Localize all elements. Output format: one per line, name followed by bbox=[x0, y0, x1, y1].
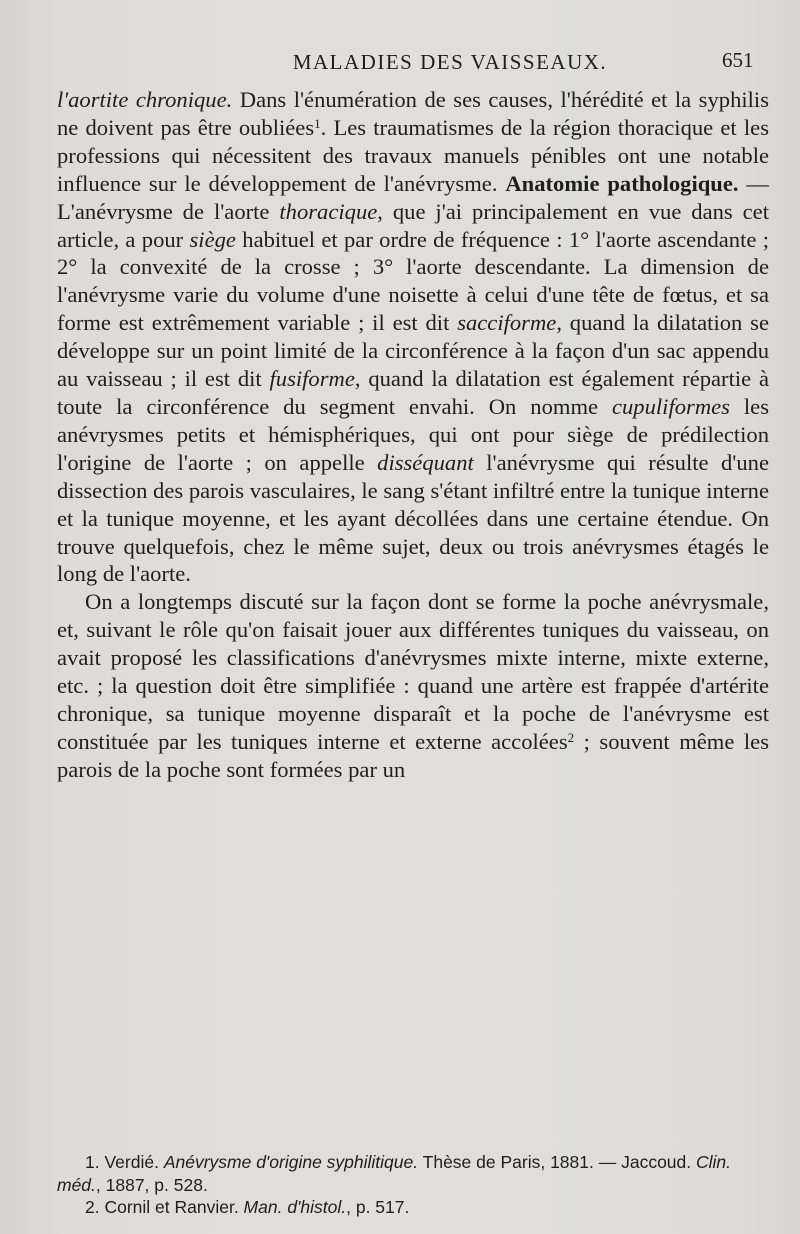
citation-text: , 1887, p. 528. bbox=[95, 1174, 208, 1195]
citation-title: Clin. méd. bbox=[57, 1152, 732, 1195]
text-run: , quand la dilatation se développe sur un point limité de la circonférence à la façon d'un sac appendu au vaisseau ; il est dit bbox=[57, 310, 769, 392]
text-run: l'anévrysme qui résulte d'une dissection des parois vasculaires, le sang s'étant infiltré entre la tunique interne et la tunique moyenne, et les ayant décollées dans une certaine étendue. On trouve quelquefois, chez le même sujet, deux ou trois anévrysmes étagés le long de l'aorte. bbox=[57, 449, 769, 587]
text-run: les anévrysmes petits et hémisphériques, qui ont pour siège de prédilection l'origine de l'aorte ; on appelle bbox=[57, 393, 769, 475]
text-run: ; souvent même les parois de la poche sont formées par un bbox=[57, 728, 770, 782]
footnote-number: 2. Cornil et Ranvier. bbox=[85, 1197, 244, 1217]
text-run: , que j'ai principalement en vue dans cet article, a pour bbox=[57, 198, 769, 252]
footnote-ref-1: 1 bbox=[314, 115, 321, 131]
section-heading: Anatomie pathologique. bbox=[505, 170, 739, 196]
text-run: — L'anévrysme de l'aorte bbox=[57, 170, 769, 224]
footnotes bbox=[57, 1151, 769, 1219]
footnote-ref-2: 2 bbox=[567, 729, 575, 745]
footnote-2 bbox=[57, 1196, 769, 1219]
text-run: On a longtemps discuté sur la façon dont se forme la poche anévrysmale, et, suivant le rôle qu'on faisait jouer aux différentes tuniques du vaisseau, on avait proposé les classifications d'anévrysmes mixte interne, mixte externe, etc. ; la question doit être simplifiée : quand une artère est frappée d'artérite chronique, sa tunique moyenne disparaît et la poche de l'anévrysme est constituée par les tuniques interne et externe accolées bbox=[57, 589, 769, 754]
citation-title: Anévrysme d'origine syphilitique. bbox=[163, 1152, 419, 1172]
running-title: MALADIES DES VAISSEAUX. bbox=[292, 50, 608, 74]
citation-text: Thèse de Paris, 1881. — Jaccoud. bbox=[418, 1152, 696, 1172]
footnote-number: 1. Verdié. bbox=[85, 1152, 164, 1172]
paragraph-1 bbox=[57, 86, 769, 588]
text-run: , quand la dilatation est également répartie à toute la circonférence du segment envahi. On nomme bbox=[57, 366, 769, 419]
italic-term: sacciforme bbox=[457, 310, 557, 336]
italic-term: thoracique bbox=[279, 198, 378, 224]
italic-term: fusiforme bbox=[269, 366, 355, 392]
italic-term: disséquant bbox=[377, 449, 474, 475]
page-number: 651 bbox=[722, 48, 754, 72]
main-text bbox=[57, 86, 769, 784]
italic-term: l'aortite chronique. bbox=[57, 87, 233, 112]
italic-term: siège bbox=[189, 226, 236, 252]
citation-title: Man. d'histol. bbox=[243, 1197, 347, 1217]
citation-text: , p. 517. bbox=[346, 1197, 410, 1217]
paragraph-2 bbox=[57, 588, 769, 783]
text-run: Dans l'énumération de ses causes, l'hérédité et la syphilis ne doivent pas être oubliées bbox=[57, 87, 769, 140]
italic-term: cupuliformes bbox=[611, 393, 730, 419]
text-run: habituel et par ordre de fréquence : 1° l'aorte ascendante ; 2° la convexité de la crosse ; 3° l'aorte descendante. La dimension de l'anévrysme varie du volume d'une noisette à celui d'une tête de fœtus, et sa forme est extrêmement variable ; il est dit bbox=[57, 226, 769, 336]
footnote-1 bbox=[57, 1151, 769, 1196]
text-run: . Les traumatismes de la région thoracique et les professions qui nécessitent des travaux manuels pénibles ont une notable influence sur le développement de l'anévrysme. bbox=[57, 114, 769, 196]
